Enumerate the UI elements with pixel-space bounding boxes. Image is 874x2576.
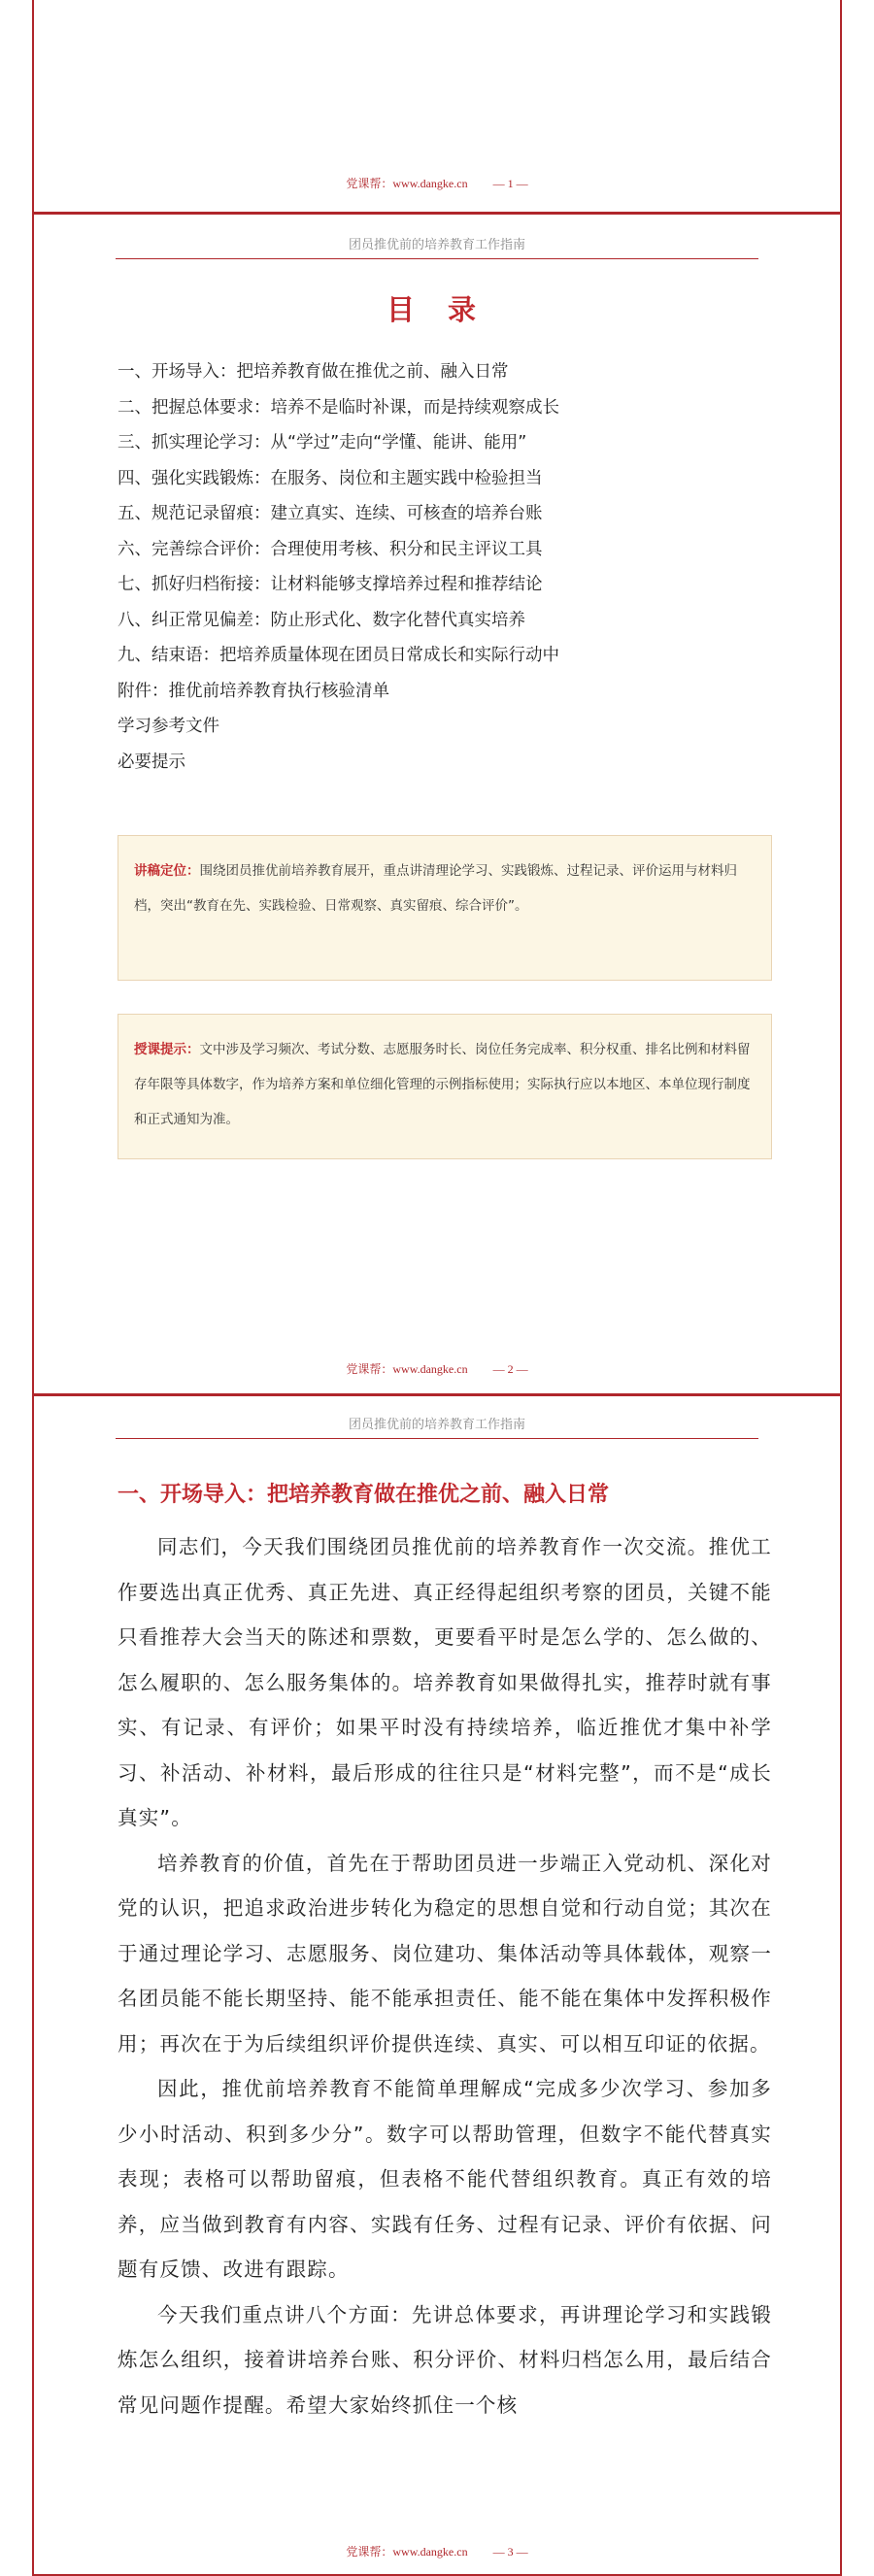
note-label: 讲稿定位：: [134, 863, 200, 879]
paragraph: 因此，推优前培养教育不能简单理解成“完成多少次学习、参加多少小时活动、积到多少分”。数字可以帮助管理，但数字不能代替真实表现；表格可以帮助留痕，但表格不能代替组织教育。真正有效的培养，应当做到教育有内容、实践有任务、过程有记录、评价有依据、问题有反馈、改进有跟踪。: [118, 2077, 772, 2281]
page-3: [32, 1396, 842, 2576]
toc-item[interactable]: 二、把握总体要求：培养不是临时补课，而是持续观察成长: [118, 397, 559, 418]
teaching-tip-box: [118, 1014, 772, 1159]
toc-item[interactable]: 七、抓好归档衔接：让材料能够支撑培养过程和推荐结论: [118, 575, 543, 594]
page-3-footer: [34, 2543, 840, 2559]
header-rule: [116, 1438, 758, 1439]
footer-page-number: — 2 —: [492, 1362, 528, 1376]
toc-item[interactable]: 九、结束语：把培养质量体现在团员日常成长和实际行动中: [118, 646, 559, 665]
toc-item[interactable]: 附件：推优前培养教育执行核验清单: [118, 681, 389, 701]
note-text: 围绕团员推优前培养教育展开，重点讲清理论学习、实践锻炼、过程记录、评价运用与材料归档，突出“教育在先、实践检验、日常观察、真实留痕、综合评价”。: [134, 863, 737, 914]
positioning-note-box: [118, 835, 772, 981]
footer-site: 党课帮：www.dangke.cn: [346, 2545, 468, 2559]
header-rule: [116, 258, 758, 259]
footer-page-number: — 1 —: [492, 177, 528, 190]
page-1-footer: [34, 175, 840, 191]
note-text: 文中涉及学习频次、考试分数、志愿服务时长、岗位任务完成率、积分权重、排名比例和材料留存年限等具体数字，作为培养方案和单位细化管理的示例指标使用；实际执行应以本地区、本单位现行制度和正式通知为准。: [134, 1042, 751, 1127]
toc-title: 目 录: [386, 293, 488, 326]
paragraph: 今天我们重点讲八个方面：先讲总体要求，再讲理论学习和实践锻炼怎么组织，接着讲培养台账、积分评价、材料归档怎么用，最后结合常见问题作提醒。希望大家始终抓住一个核: [118, 2302, 772, 2417]
section-heading: 一、开场导入：把培养教育做在推优之前、融入日常: [118, 1483, 610, 1507]
note-label: 授课提示：: [134, 1042, 200, 1057]
toc-item[interactable]: 学习参考文件: [118, 717, 219, 736]
toc-item[interactable]: 三、抓实理论学习：从“学过”走向“学懂、能讲、能用”: [118, 433, 527, 452]
footer-site: 党课帮：www.dangke.cn: [346, 1362, 468, 1376]
footer-page-number: — 3 —: [492, 2545, 528, 2559]
page-2: [32, 215, 842, 1393]
toc-item[interactable]: 必要提示: [118, 752, 185, 772]
running-header: 团员推优前的培养教育工作指南: [348, 1417, 525, 1431]
toc-item[interactable]: 四、强化实践锻炼：在服务、岗位和主题实践中检验担当: [118, 468, 543, 488]
paragraph: 同志们，今天我们围绕团员推优前的培养教育作一次交流。推优工作要选出真正优秀、真正先进、真正经得起组织考察的团员，关键不能只看推荐大会当天的陈述和票数，更要看平时是怎么学的、怎么做的、怎么履职的、怎么服务集体的。培养教育如果做得扎实，推荐时就有事实、有记录、有评价；如果平时没有持续培养，临近推优才集中补学习、补活动、补材料，最后形成的往往只是“材料完整”，而不是“成长真实”。: [118, 1535, 772, 1829]
page-2-footer: [34, 1360, 840, 1377]
footer-site: 党课帮：www.dangke.cn: [346, 177, 468, 190]
toc-item[interactable]: 八、纠正常见偏差：防止形式化、数字化替代真实培养: [118, 610, 525, 630]
toc-item[interactable]: 一、开场导入：把培养教育做在推优之前、融入日常: [118, 362, 509, 382]
page-1: [32, 0, 842, 212]
toc-list: [118, 354, 559, 780]
running-header: 团员推优前的培养教育工作指南: [348, 237, 525, 251]
section-body: [118, 1524, 772, 2427]
toc-item[interactable]: 六、完善综合评价：合理使用考核、积分和民主评议工具: [118, 539, 543, 559]
toc-item[interactable]: 五、规范记录留痕：建立真实、连续、可核查的培养台账: [118, 504, 543, 523]
paragraph: 培养教育的价值，首先在于帮助团员进一步端正入党动机、深化对党的认识，把追求政治进步转化为稳定的思想自觉和行动自觉；其次在于通过理论学习、志愿服务、岗位建功、集体活动等具体载体，观察一名团员能不能长期坚持、能不能承担责任、能不能在集体中发挥积极作用；再次在于为后续组织评价提供连续、真实、可以相互印证的依据。: [118, 1851, 772, 2056]
